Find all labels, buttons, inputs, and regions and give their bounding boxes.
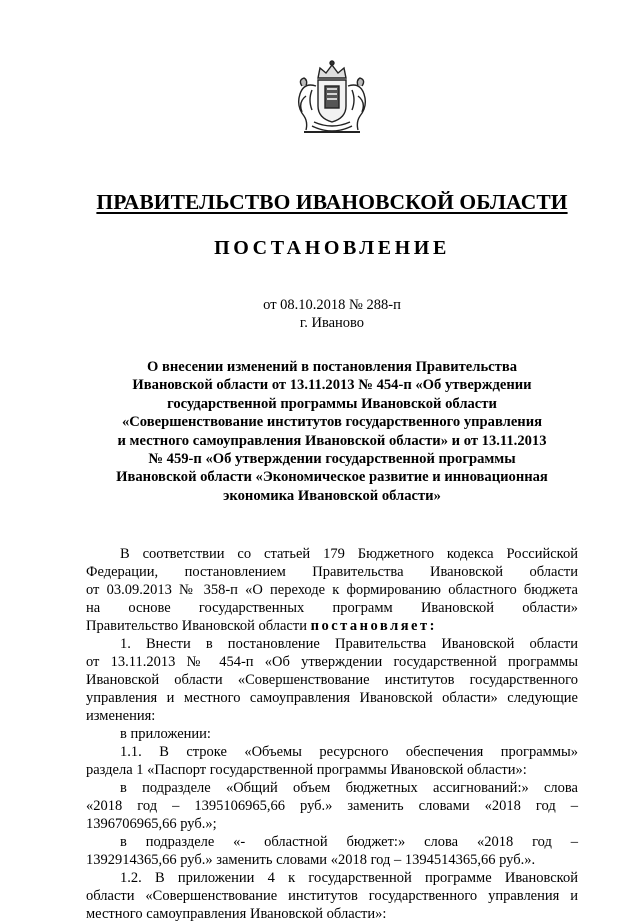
body-line: 1396706965,66 руб.»; — [86, 816, 217, 833]
body-line: «2018 год – 1395106965,66 руб.» заменить словами «2018 год – — [86, 798, 578, 815]
body-line: на основе государственных программ Ивановской области» — [86, 600, 578, 617]
title-line: Ивановской области от 13.11.2013 № 454-п «Об утверждении — [132, 377, 532, 394]
body-line: в приложении: — [120, 726, 211, 743]
body-line — [86, 617, 578, 635]
body-line: 1.2. В приложении 4 к государственной программе Ивановской — [120, 870, 578, 887]
body-line: В соответствии со статьей 179 Бюджетного кодекса Российской — [120, 546, 578, 563]
coat-of-arms-icon — [284, 56, 380, 142]
body-line: 1.1. В строке «Объемы ресурсного обеспечения программы» — [120, 744, 578, 761]
body-line: раздела 1 «Паспорт государственной программы Ивановской области»: — [86, 762, 527, 779]
body-line: изменения: — [86, 708, 156, 725]
body-line: в подразделе «Общий объем бюджетных ассигнований:» слова — [120, 780, 578, 797]
organization-title: ПРАВИТЕЛЬСТВО ИВАНОВСКОЙ ОБЛАСТИ — [96, 190, 568, 214]
title-line: № 459-п «Об утверждении государственной программы — [148, 451, 516, 468]
body-line: в подразделе «- областной бюджет:» слова «2018 год – — [120, 834, 578, 851]
body-line: Федерации, постановлением Правительства Ивановской области — [86, 564, 578, 581]
body-line: от 13.11.2013 № 454-п «Об утверждении государственной программы — [86, 654, 578, 671]
title-line: О внесении изменений в постановления Правительства — [146, 359, 518, 375]
body-line: местного самоуправления Ивановской области»: — [86, 906, 387, 923]
title-line: экономика Ивановской области» — [223, 487, 441, 504]
decree-verb: постановляет — [310, 618, 430, 635]
body-line: области «Совершенствование институтов государственного управления и — [86, 888, 578, 905]
title-line: государственной программы Ивановской области — [167, 395, 497, 412]
body-line: 1. Внести в постановление Правительства Ивановской области — [120, 636, 578, 653]
title-line: и местного самоуправления Ивановской области» и от 13.11.2013 — [117, 432, 547, 449]
body-line: от 03.09.2013 № 358-п «О переходе к формированию областного бюджета — [86, 582, 578, 599]
title-line: Ивановской области «Экономическое развитие и инновационная — [116, 469, 548, 486]
document-body — [86, 545, 578, 923]
date-block — [86, 296, 578, 332]
body-line: Ивановской области «Совершенствование институтов государственного — [86, 672, 578, 689]
title-line: «Совершенствование институтов государственного управления — [121, 414, 543, 431]
date-number: от 08.10.2018 № 288-п — [263, 297, 401, 313]
body-text: : — [429, 618, 435, 635]
document-type: ПОСТАНОВЛЕНИЕ — [214, 237, 450, 259]
city: г. Иваново — [299, 315, 365, 331]
resolution-title — [86, 358, 578, 505]
body-line: 1392914365,66 руб.» заменить словами «2018 год – 1394514365,66 руб.». — [86, 852, 536, 869]
body-text: Правительство Ивановской области — [86, 618, 311, 635]
body-line: управления и местного самоуправления Ивановской области» следующие — [86, 690, 578, 707]
